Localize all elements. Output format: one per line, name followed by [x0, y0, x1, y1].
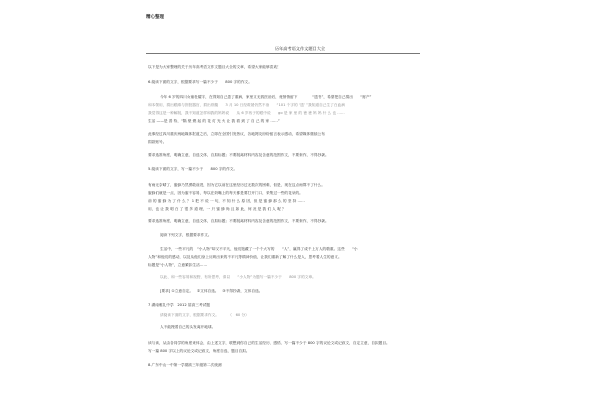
question-7-heading: 7 湖南雅礼中学 2012 届高三考试题 [148, 303, 211, 307]
material-line: 请阅读下面的文字，根据要求作文。 （ 60 分） [160, 313, 249, 317]
intro-paragraph: 以下是为大家整理的关于历年高考语文作文题目大全的文章，希望大家能够喜欢！ [148, 65, 281, 69]
material-line: 读与读，从由各同学的角度来体会，由上述文字，联想到你自己的生活经历、感悟、写一篇不少于 800 字的议论文或记叙文，自定立意，自拟题目。 [148, 341, 390, 345]
question-5-heading: 5.阅读下面的文字，写一篇不少于 800 字的作文。 [148, 167, 238, 171]
brand-header: 精心整理 [146, 15, 164, 20]
question-8-heading: 8.广东中山一中第一学期高三年级第二次统测 [148, 363, 222, 367]
material-line: 今年 6 岁的四川女童杜耀宇，在得知自己患了重病，家里又无钱医治后，竟悄悄留下 “遗书”，希望把自己捐出 “财产” [160, 95, 372, 99]
material-line: 此事经过四川重庆两地媒体报道之后，立即在全国引发热议，各地网友纷纷留言表示感动，希望媒体继续公布 [148, 132, 325, 136]
material-line: 生活中，一些平凡的 “小人物”却又不平凡，他们饱藏了一个个大写的 “人”，赢得了成千上万人的敬重。这些 “小 [160, 247, 358, 251]
material-line: 生活 ——是 善 待，“隔 壁 燃 起 的 花 灯 光 火 让 我 看 到 了 自 己 的 家 ……” [148, 119, 280, 123]
material-line: 人物”和他们的感动，以及从他们身上反映出来的不平凡等精神价值，让我们重新了解了什么是人，思考着人生的意义。 [148, 255, 342, 259]
title-divider [146, 53, 420, 54]
material-line: 以此、和一些容易和视野，有所思考，请以 “小人物”为题写一篇不少于 800 字的文章。 [160, 275, 316, 279]
material-line: 蜜蜂们就是一点，因为蜜不容易，每以在奶嘴上的每天都是要打开门口，采集过一些的花朵的。 [148, 191, 303, 195]
document-title: 历年高考语文作文题目大全 [274, 46, 326, 51]
material-line: 和本领用，捐出眼睛与肝脏器官，捐出骨髓 3 月 10 日经救援仍然不治 “101 个字的 ‘遗’ ”我知道自己生了白血病 [148, 103, 345, 107]
material-line: 写一篇 800 字以上的议论文或记叙文，角度自选，题目自拟。 [148, 349, 250, 353]
material-line: 前 的 蜜 蜂 为 了 什 么 ？ 1 把 不 说 一 句，不 知 什 么 原 因，但 是 蜜 蜂 那 么 的 坚 持 …… [148, 199, 305, 203]
requirement-line: [要求] ①立意自定。 ②文体自选。 ③不得抄袭，文体自选。 [160, 289, 263, 293]
material-line: 有雨无奈晴了，蜜蜂乃然勇敢前进，因为它以前在这里经历过无数次的困难，但是，现在这点雨算不了什么。 [148, 183, 325, 187]
material-line: 捐款账号。 [148, 140, 167, 144]
material-line: 标题是“小人物”，立意紧扣生活…… [148, 263, 208, 267]
material-line: 用，也 让 我 明 白 了 很 多 道 理，一 只 蜜 蜂 尚 且 如 此，何 况 是 我 们 人 呢 ？ [148, 207, 286, 211]
material-line: 我觉得这是一种解脱，我不知道怎样和我的妈妈说 从 6 岁孩子的眼中说 go 是 家 里 的 爸 爸 妈 妈 什 么 也 …… [148, 111, 345, 115]
requirement-line: 要求选准角度，明确立意，自选文体，自拟标题；不要脱离材料内容及含意的范围作文，不要套作，不得抄袭。 [148, 153, 329, 157]
requirement-line: 要求选准角度，明确立意，自选文体，自拟标题；不要脱离材料内容及含意的范围作文，不要套作，不得抄袭。 [148, 219, 329, 223]
prompt-heading: 阅读下列文字，根据要求作文。 [160, 233, 212, 237]
quote-line: 人不能拽着自己的头发离开地球。 [160, 325, 216, 329]
question-6-heading: 6.阅读下面的文字，根据要求写一篇不少于 800 字的作文。 [148, 80, 252, 84]
